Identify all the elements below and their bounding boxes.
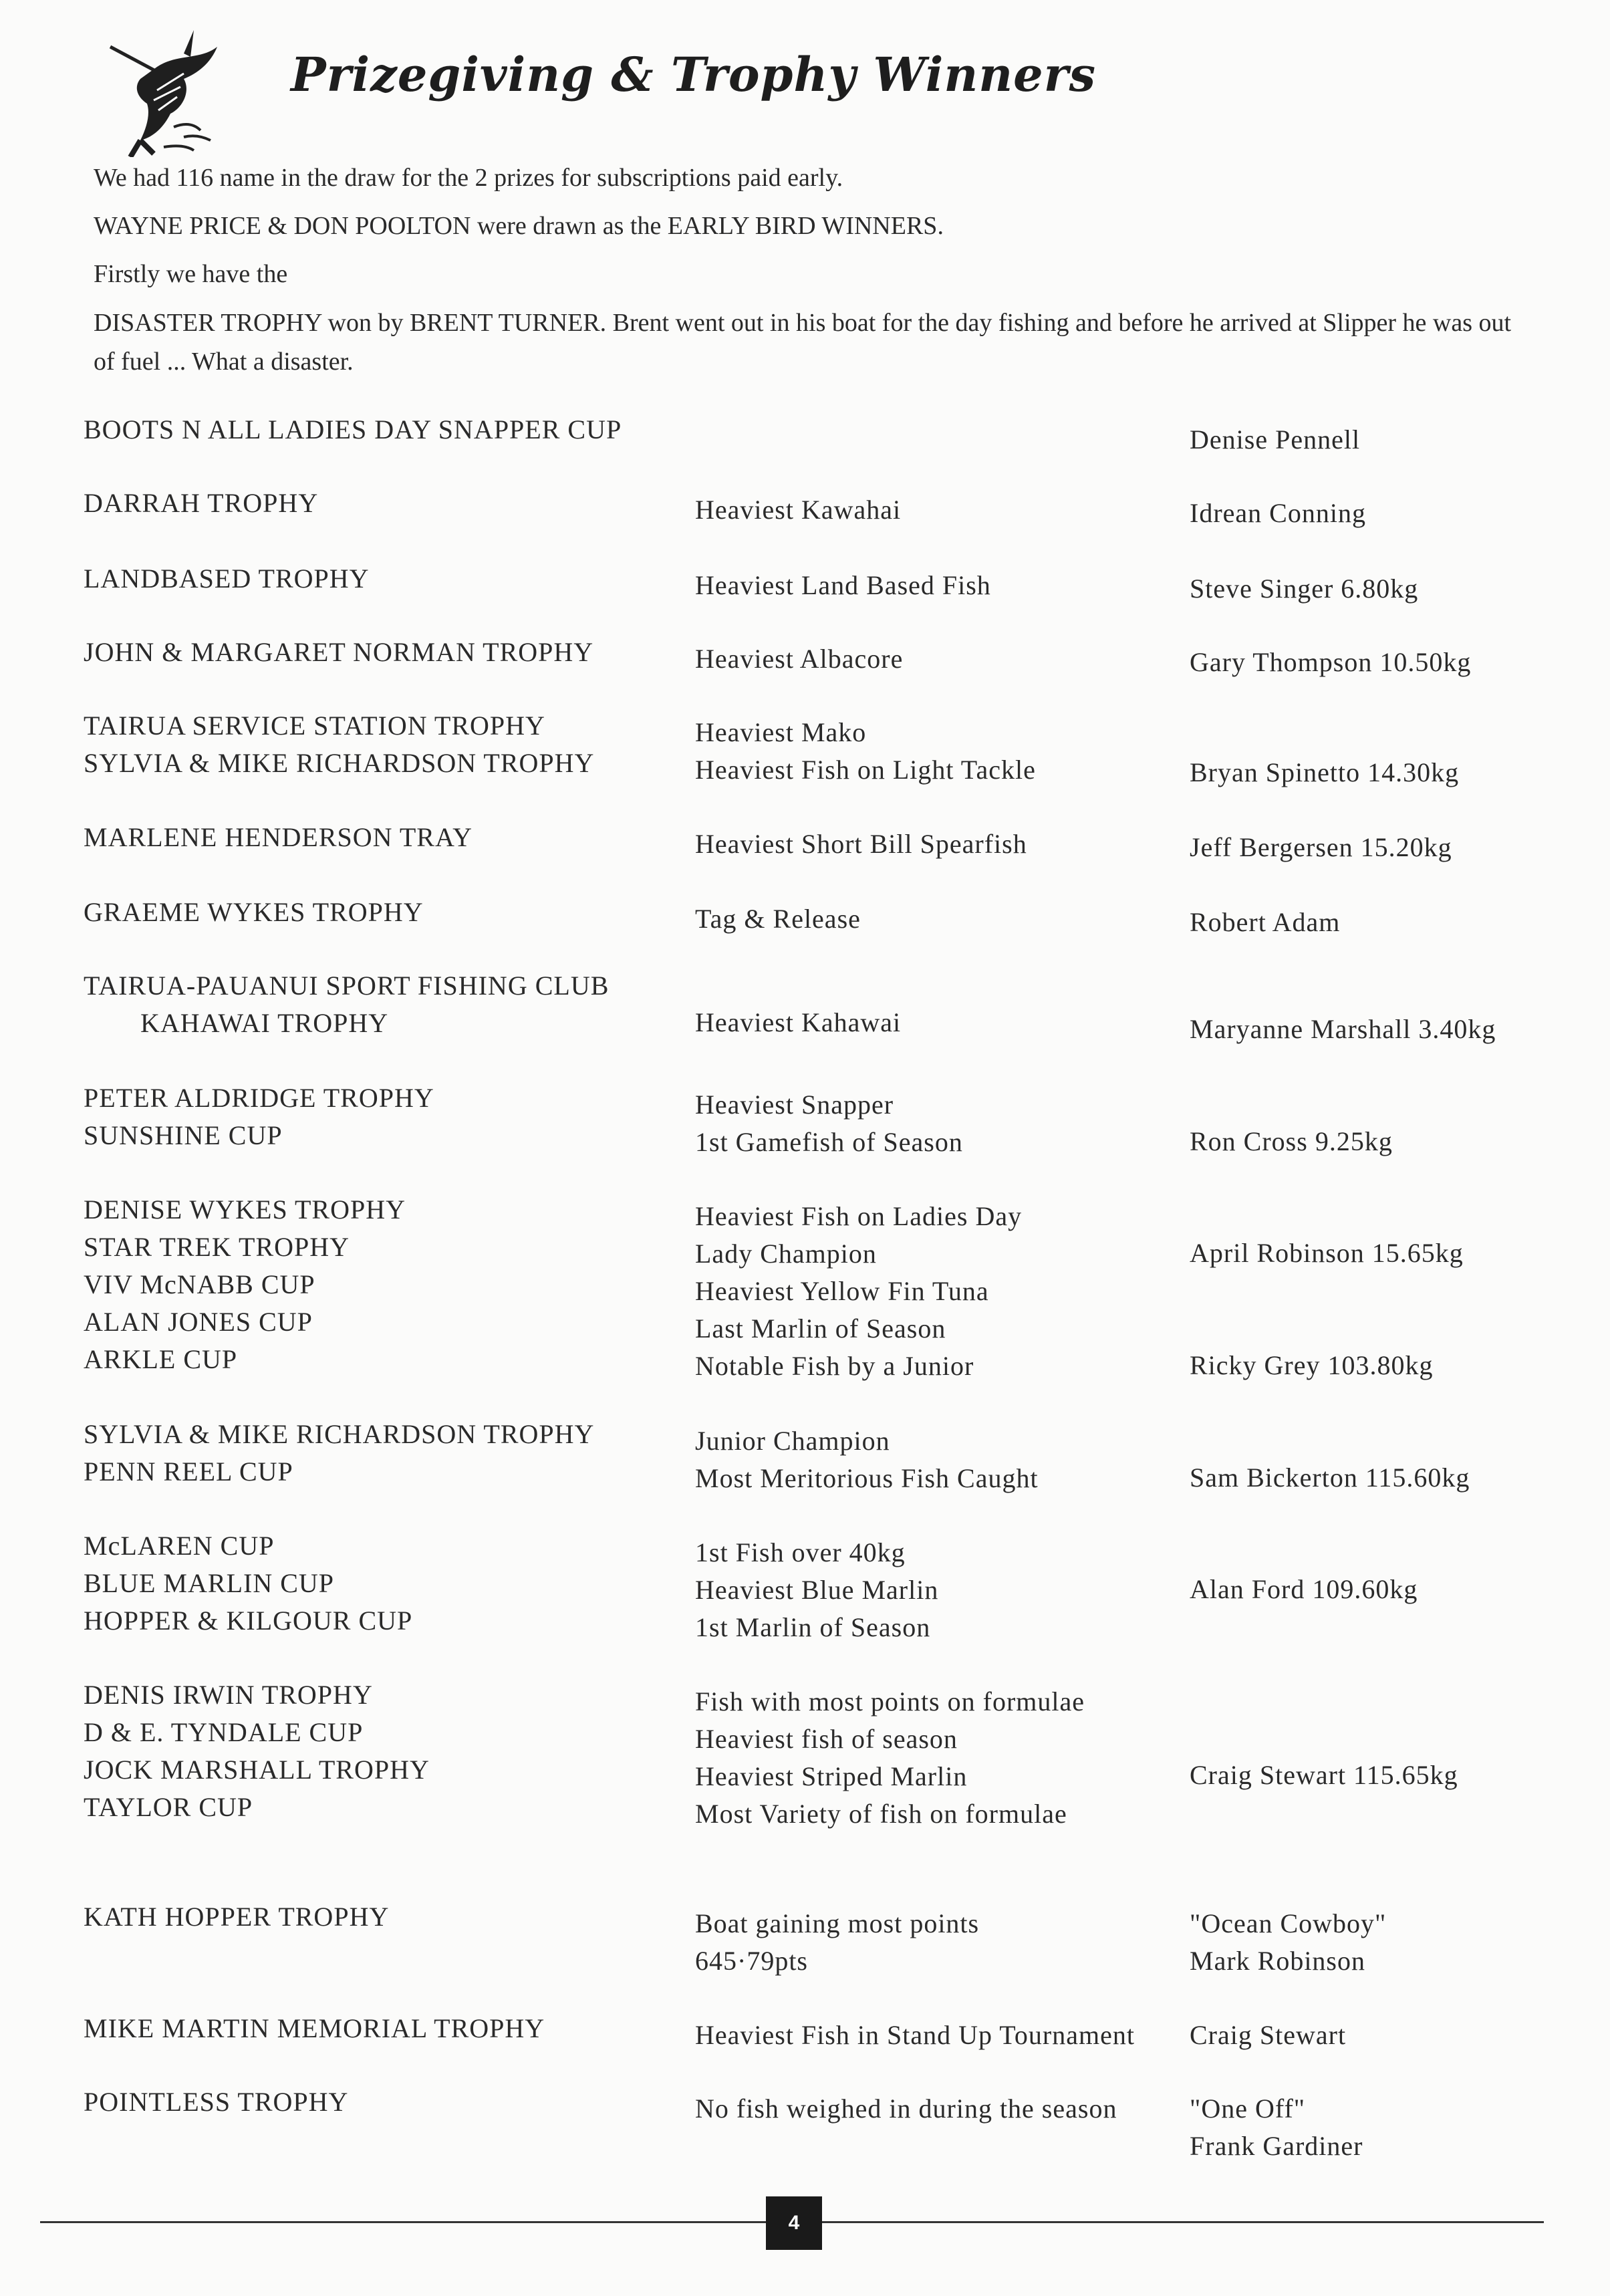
award-categories <box>695 1905 1163 1980</box>
trophy-name: KATH HOPPER TROPHY <box>84 1902 390 1932</box>
award-category: Most Variety of fish on formulae <box>695 1799 1067 1829</box>
winner-name: Alan Ford 109.60kg <box>1190 1574 1418 1604</box>
award-winner <box>1190 1459 1564 1497</box>
trophy-name: KAHAWAI TROPHY <box>140 1008 389 1038</box>
award-categories <box>695 1086 1163 1161</box>
trophy-names <box>84 485 685 522</box>
trophy-name: JOCK MARSHALL TROPHY <box>84 1755 430 1785</box>
intro-section <box>94 154 1517 381</box>
award-categories <box>695 714 1163 789</box>
winner-name: "Ocean Cowboy" <box>1190 1908 1387 1938</box>
trophy-names <box>84 1416 685 1491</box>
marlin-icon <box>84 27 227 157</box>
intro-paragraph: DISASTER TROPHY won by BRENT TURNER. Brent went out in his boat for the day fishing and before he arrived at Slipper he was out of fuel ... What a disaster. <box>94 309 1512 376</box>
award-winner <box>1190 829 1564 866</box>
award-winner <box>1190 1011 1564 1048</box>
trophy-names <box>84 1898 685 1936</box>
trophy-name: ALAN JONES CUP <box>84 1307 313 1337</box>
award-categories <box>695 1198 1163 1310</box>
award-category: Tag & Release <box>695 904 861 934</box>
trophy-name: POINTLESS TROPHY <box>84 2087 349 2117</box>
trophy-name: TAIRUA-PAUANUI SPORT FISHING CLUB <box>84 971 610 1001</box>
trophy-name: DENISE WYKES TROPHY <box>84 1194 406 1225</box>
page-title: Prizegiving & Trophy Winners <box>291 47 1097 102</box>
award-category: Boat gaining most points <box>695 1908 980 1938</box>
winner-name: Maryanne Marshall 3.40kg <box>1190 1014 1496 1044</box>
intro-paragraph: We had 116 name in the draw for the 2 prizes for subscriptions paid early. <box>94 164 843 192</box>
award-category: Lady Champion <box>695 1239 877 1269</box>
winner-name: Idrean Conning <box>1190 498 1366 528</box>
award-winner <box>1190 1235 1564 1272</box>
award-category: No fish weighed in during the season <box>695 2093 1117 2124</box>
award-category: Heaviest Kawahai <box>695 495 902 525</box>
award-categories <box>695 2017 1163 2054</box>
award-category: Last Marlin of Season <box>695 1313 946 1344</box>
trophy-name: DENIS IRWIN TROPHY <box>84 1680 373 1710</box>
award-categories <box>695 825 1163 863</box>
trophy-names <box>84 967 685 1042</box>
award-categories <box>695 567 1163 604</box>
award-category: Heaviest Kahawai <box>695 1007 902 1037</box>
trophy-name: D & E. TYNDALE CUP <box>84 1717 364 1747</box>
award-winner <box>1190 495 1564 532</box>
intro-paragraph: WAYNE PRICE & DON POOLTON were drawn as the EARLY BIRD WINNERS. <box>94 212 944 240</box>
trophy-name: TAIRUA SERVICE STATION TROPHY <box>84 711 545 741</box>
winner-name: Denise Pennell <box>1190 424 1361 455</box>
award-category: Junior Champion <box>695 1426 890 1456</box>
award-winner <box>1190 1757 1564 1794</box>
award-categories <box>695 1004 1163 1041</box>
winner-name: Mark Robinson <box>1190 1946 1365 1976</box>
page-number: 4 <box>766 2196 822 2250</box>
award-categories <box>695 491 1163 529</box>
trophy-name: LANDBASED TROPHY <box>84 563 370 594</box>
trophy-name: PENN REEL CUP <box>84 1456 293 1487</box>
trophy-name: ARKLE CUP <box>84 1344 238 1374</box>
winner-name: Steve Singer 6.80kg <box>1190 573 1419 604</box>
trophy-names <box>84 411 685 449</box>
trophy-name: DARRAH TROPHY <box>84 488 319 518</box>
footer-rule <box>40 2221 766 2223</box>
trophy-names <box>84 707 685 782</box>
trophy-name: PETER ALDRIDGE TROPHY <box>84 1083 434 1113</box>
winner-name: April Robinson 15.65kg <box>1190 1238 1464 1268</box>
trophy-name: TAYLOR CUP <box>84 1792 253 1822</box>
trophy-names <box>84 560 685 598</box>
winner-name: Ron Cross 9.25kg <box>1190 1126 1393 1156</box>
trophy-name: MARLENE HENDERSON TRAY <box>84 822 473 852</box>
winner-name: Ricky Grey 103.80kg <box>1190 1350 1434 1380</box>
trophy-names <box>84 2083 685 2121</box>
trophy-names <box>84 1527 685 1640</box>
award-winner <box>1190 421 1564 459</box>
award-category: Heaviest Mako <box>695 717 867 747</box>
award-winner <box>1190 1347 1564 1384</box>
award-category: 1st Gamefish of Season <box>695 1127 963 1157</box>
winner-name: Bryan Spinetto 14.30kg <box>1190 757 1460 787</box>
trophy-names <box>84 1079 685 1154</box>
award-categories <box>695 2090 1163 2128</box>
award-category: 645·79pts <box>695 1946 808 1976</box>
trophy-names <box>84 819 685 856</box>
award-winner <box>1190 1571 1564 1608</box>
trophy-names <box>84 1676 685 1826</box>
award-category: 1st Fish over 40kg <box>695 1537 906 1567</box>
award-winner <box>1190 754 1564 791</box>
trophy-name: GRAEME WYKES TROPHY <box>84 897 424 927</box>
winner-name: Sam Bickerton 115.60kg <box>1190 1462 1470 1493</box>
trophy-names <box>84 894 685 931</box>
award-categories <box>695 1422 1163 1497</box>
award-winner <box>1190 2090 1564 2165</box>
award-winner <box>1190 570 1564 608</box>
winner-name: Jeff Bergersen 15.20kg <box>1190 832 1452 862</box>
footer-rule <box>822 2221 1544 2223</box>
award-category: Heaviest Land Based Fish <box>695 570 991 600</box>
award-category: Heaviest fish of season <box>695 1724 958 1754</box>
trophy-names <box>84 1303 685 1378</box>
winner-name: Craig Stewart 115.65kg <box>1190 1760 1458 1790</box>
award-winner <box>1190 1123 1564 1160</box>
award-categories <box>695 900 1163 938</box>
award-winner <box>1190 644 1564 681</box>
trophy-names <box>84 634 685 671</box>
trophy-name: JOHN & MARGARET NORMAN TROPHY <box>84 637 594 667</box>
award-category: Heaviest Albacore <box>695 644 904 674</box>
trophy-name: SUNSHINE CUP <box>84 1120 283 1150</box>
award-categories <box>695 1310 1163 1385</box>
award-category: Heaviest Striped Marlin <box>695 1761 968 1791</box>
award-category: Most Meritorious Fish Caught <box>695 1463 1039 1493</box>
award-categories <box>695 1534 1163 1646</box>
trophy-name: SYLVIA & MIKE RICHARDSON TROPHY <box>84 1419 595 1449</box>
award-category: Heaviest Fish in Stand Up Tournament <box>695 2020 1135 2050</box>
award-category: Heaviest Blue Marlin <box>695 1575 939 1605</box>
winner-name: Frank Gardiner <box>1190 2131 1363 2161</box>
award-category: Heaviest Fish on Light Tackle <box>695 755 1036 785</box>
award-category: Notable Fish by a Junior <box>695 1351 974 1381</box>
trophy-name: McLAREN CUP <box>84 1531 275 1561</box>
award-categories <box>695 640 1163 678</box>
award-category: Heaviest Short Bill Spearfish <box>695 829 1027 859</box>
trophy-names <box>84 1191 685 1303</box>
trophy-name: BOOTS N ALL LADIES DAY SNAPPER CUP <box>84 414 622 444</box>
trophy-name: SYLVIA & MIKE RICHARDSON TROPHY <box>84 748 595 778</box>
winner-name: Craig Stewart <box>1190 2020 1347 2050</box>
award-category: Fish with most points on formulae <box>695 1686 1085 1716</box>
award-category: Heaviest Yellow Fin Tuna <box>695 1276 989 1306</box>
intro-paragraph: Firstly we have the <box>94 260 288 288</box>
award-winner <box>1190 2017 1564 2054</box>
trophy-name: STAR TREK TROPHY <box>84 1232 350 1262</box>
winner-name: Robert Adam <box>1190 907 1341 937</box>
trophy-name: BLUE MARLIN CUP <box>84 1568 335 1598</box>
trophy-name: VIV McNABB CUP <box>84 1269 315 1299</box>
trophy-name: HOPPER & KILGOUR CUP <box>84 1606 413 1636</box>
trophy-names <box>84 2010 685 2047</box>
award-categories <box>695 1683 1163 1833</box>
award-category: Heaviest Fish on Ladies Day <box>695 1201 1023 1231</box>
trophy-name: MIKE MARTIN MEMORIAL TROPHY <box>84 2013 545 2043</box>
award-winner <box>1190 904 1564 941</box>
award-winner <box>1190 1905 1564 1980</box>
award-category: Heaviest Snapper <box>695 1090 894 1120</box>
winner-name: "One Off" <box>1190 2093 1306 2124</box>
award-category: 1st Marlin of Season <box>695 1612 931 1642</box>
winner-name: Gary Thompson 10.50kg <box>1190 647 1472 677</box>
